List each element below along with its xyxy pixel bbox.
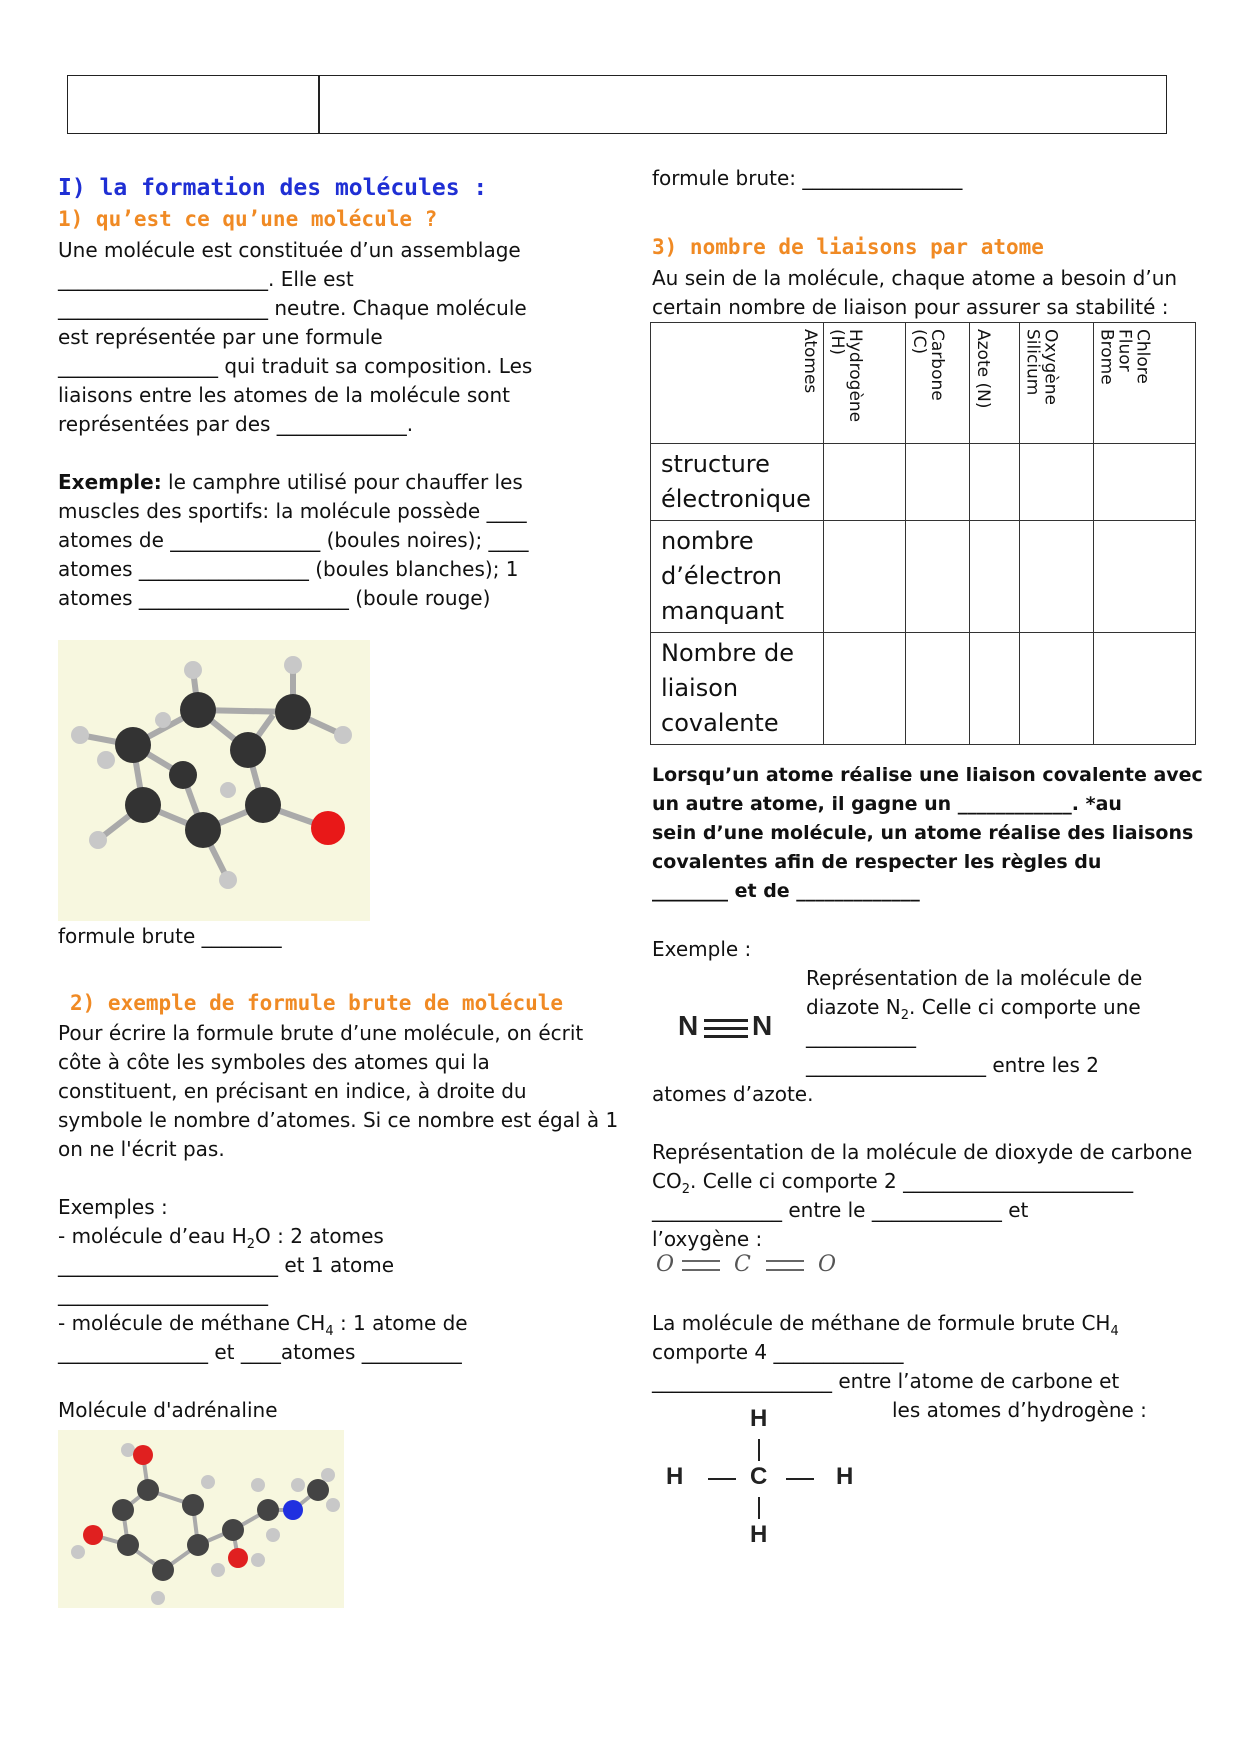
text-line: _____________________ neutre. Chaque molécule — [58, 296, 527, 320]
text-line: _____________ entre le _____________ et — [652, 1198, 1029, 1222]
atom-symbol: H — [750, 1521, 768, 1548]
single-bond — [758, 1497, 760, 1519]
double-bond — [766, 1260, 804, 1271]
n2-diagram — [678, 1010, 778, 1050]
table-cell[interactable] — [824, 521, 906, 633]
triple-bond — [704, 1019, 748, 1038]
table-cell[interactable] — [1093, 633, 1195, 745]
n2-line: diazote $N_2$. Celle ci comporte une — [806, 995, 1141, 1023]
text-line: ______________________ et 1 atome — [58, 1253, 395, 1277]
table-header-cell: Hydrogène (H) — [824, 323, 906, 444]
table-row — [651, 444, 1196, 521]
text-line: Une molécule est constituée d’un assemblage — [58, 238, 521, 262]
text-line: un autre atome, il gagne un ____________. *au — [652, 793, 1122, 815]
table-row — [651, 521, 1196, 633]
table-header-cell: Carbone (C) — [906, 323, 970, 444]
bonds-table — [650, 322, 1196, 745]
text-line: atomes _____________________ (boule rouge) — [58, 586, 491, 610]
text-line: comporte 4 _____________ — [652, 1340, 904, 1364]
table-header-cell: Atomes — [651, 323, 824, 444]
text-line: atomes _________________ (boules blanches); 1 — [58, 557, 519, 581]
adrenaline-molecule-image — [58, 1430, 344, 1608]
text-line: liaisons entre les atomes de la molécule sont — [58, 383, 511, 407]
text-line: _______________ et ____atomes __________ — [58, 1340, 462, 1364]
table-cell[interactable] — [906, 521, 970, 633]
text-line: représentées par des _____________. — [58, 412, 414, 436]
text-line: Au sein de la molécule, chaque atome a besoin d’un — [652, 266, 1178, 290]
text-line: muscles des sportifs: la molécule possède ____ — [58, 499, 527, 523]
double-bond — [682, 1260, 720, 1271]
section-1-title: 1) qu’est ce qu’une molécule ? — [58, 207, 438, 231]
table-row — [651, 633, 1196, 745]
text-line: Représentation de la molécule de — [806, 966, 1143, 990]
methane-line: - molécule de méthane $CH_4$ : 1 atome de — [58, 1311, 468, 1339]
adrenaline-label: Molécule d'adrénaline — [58, 1398, 278, 1422]
text-line: atomes de _______________ (boules noires); ____ — [58, 528, 529, 552]
ch4-line: La molécule de méthane de formule brute $CH_4$ — [652, 1311, 1119, 1339]
row-label: nombre d’électron manquant — [651, 521, 824, 633]
text-line: on ne l'écrit pas. — [58, 1137, 225, 1161]
example-label: Exemple: — [58, 470, 162, 494]
text-line: ________ et de _____________ — [652, 880, 920, 902]
table-header-cell: Azote (N) — [970, 323, 1020, 444]
example-text: le camphre utilisé pour chauffer les — [161, 470, 523, 494]
camphor-molecule-image — [58, 640, 370, 921]
section-2-title: 2) exemple de formule brute de molécule — [70, 991, 564, 1015]
row-label: structure électronique — [651, 444, 824, 521]
single-bond — [758, 1439, 760, 1461]
atom-symbol: C — [734, 1252, 751, 1277]
atom-symbol: H — [836, 1463, 854, 1490]
text-line: atomes d’azote. — [652, 1082, 814, 1106]
atom-symbol: O — [656, 1252, 675, 1277]
text-line: les atomes d’hydrogène : — [892, 1398, 1147, 1422]
table-header-cell: Chlore Fluor Brome — [1093, 323, 1195, 444]
text-line: _____________________. Elle est — [58, 267, 354, 291]
water-line: - molécule d’eau $H_2O$ : 2 atomes — [58, 1224, 384, 1252]
single-bond — [708, 1478, 736, 1480]
table-header-row — [651, 323, 1196, 444]
atom-symbol: H — [666, 1463, 684, 1490]
text-line: est représentée par une formule — [58, 325, 383, 349]
formule-brute-right: formule brute: ________________ — [652, 166, 963, 190]
table-cell[interactable] — [906, 444, 970, 521]
text-line: certain nombre de liaison pour assurer sa stabilité : — [652, 295, 1169, 319]
text-line: __________________ entre l’atome de carbone et — [652, 1369, 1120, 1393]
co2-diagram — [656, 1252, 846, 1282]
row-label: Nombre de liaison covalente — [651, 633, 824, 745]
table-cell[interactable] — [1093, 521, 1195, 633]
table-cell[interactable] — [824, 633, 906, 745]
page-title: I) la formation des molécules : — [58, 175, 488, 201]
text-line: ___________ — [806, 1024, 916, 1048]
text-line: covalentes afin de respecter les règles du — [652, 851, 1102, 873]
example-line-1 — [58, 468, 523, 497]
ch4-diagram — [664, 1405, 864, 1550]
table-header-cell: Oxygène Silicium — [1019, 323, 1093, 444]
text-line: ________________ qui traduit sa composition. Les — [58, 354, 533, 378]
text-line: Représentation de la molécule de dioxyde de carbone — [652, 1140, 1193, 1164]
table-cell[interactable] — [824, 444, 906, 521]
text-line: constituent, en précisant en indice, à droite du — [58, 1079, 527, 1103]
table-cell[interactable] — [1019, 633, 1093, 745]
exemples-label: Exemples : — [58, 1195, 168, 1219]
table-cell[interactable] — [970, 633, 1020, 745]
co2-line: $CO_2$. Celle ci comporte 2 _______________________ — [652, 1169, 1134, 1197]
formule-brute-left: formule brute ________ — [58, 924, 282, 948]
text-line: symbole le nombre d’atomes. Si ce nombre est égal à 1 — [58, 1108, 619, 1132]
atom-symbol: N — [752, 1010, 773, 1041]
text-line: Lorsqu’un atome réalise une liaison covalente avec — [652, 764, 1203, 786]
text-line: _____________________ — [58, 1282, 268, 1306]
table-cell[interactable] — [970, 444, 1020, 521]
table-cell[interactable] — [906, 633, 970, 745]
atom-symbol: O — [818, 1252, 837, 1277]
table-cell[interactable] — [1019, 444, 1093, 521]
table-cell[interactable] — [1019, 521, 1093, 633]
header-box-left — [67, 75, 320, 134]
text-line: Pour écrire la formule brute d’une molécule, on écrit — [58, 1021, 584, 1045]
header-box-right — [318, 75, 1167, 134]
text-line: l’oxygène : — [652, 1227, 763, 1251]
atom-symbol: C — [750, 1463, 768, 1490]
table-cell[interactable] — [970, 521, 1020, 633]
section-3-title: 3) nombre de liaisons par atome — [652, 235, 1044, 259]
atom-symbol: H — [750, 1405, 768, 1432]
table-cell[interactable] — [1093, 444, 1195, 521]
exemple-label: Exemple : — [652, 937, 752, 961]
text-line: __________________ entre les 2 — [806, 1053, 1099, 1077]
text-line: sein d’une molécule, un atome réalise des liaisons — [652, 822, 1194, 844]
single-bond — [786, 1478, 814, 1480]
text-line: côte à côte les symboles des atomes qui la — [58, 1050, 490, 1074]
atom-symbol: N — [678, 1010, 699, 1041]
